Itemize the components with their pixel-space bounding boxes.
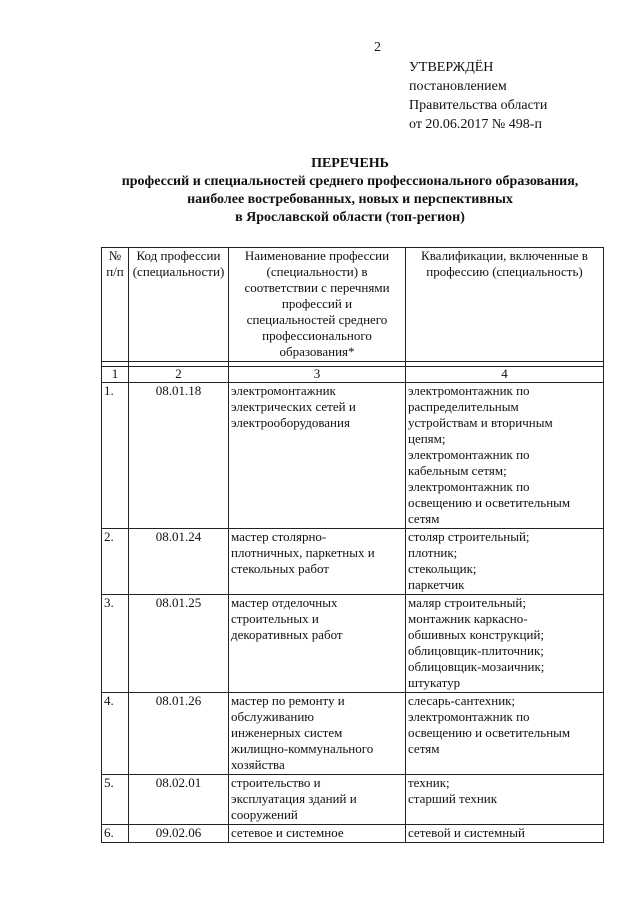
column-number: 2 xyxy=(129,367,229,383)
approval-line-4: от 20.06.2017 № 498-п xyxy=(409,117,542,132)
row-num: 3. xyxy=(102,595,129,693)
page-number: 2 xyxy=(374,40,381,55)
row-num: 2. xyxy=(102,529,129,595)
header-quals: Квалификации, включенные в профессию (специальность) xyxy=(406,248,604,362)
row-name: мастер отделочных строительных и декоративных работ xyxy=(229,595,406,693)
table-header-row xyxy=(102,248,604,362)
row-name: мастер столярно- плотничных, паркетных и стекольных работ xyxy=(229,529,406,595)
row-quals: слесарь-сантехник; электромонтажник по освещению и осветительным сетям xyxy=(406,693,604,775)
table-row xyxy=(102,595,604,693)
row-code: 08.01.18 xyxy=(129,383,229,529)
row-num: 1. xyxy=(102,383,129,529)
table-row xyxy=(102,775,604,825)
header-name: Наименование профессии (специальности) в соответствии с перечнями профессий и специальностей среднего профессионального образования* xyxy=(229,248,406,362)
column-number: 4 xyxy=(406,367,604,383)
title-line-4: в Ярославской области (топ-регион) xyxy=(235,210,465,225)
approval-line-2: постановлением xyxy=(409,79,507,94)
row-name: сетевое и системное xyxy=(229,825,406,843)
row-code: 08.01.24 xyxy=(129,529,229,595)
row-num: 6. xyxy=(102,825,129,843)
row-quals: маляр строительный; монтажник каркасно- обшивных конструкций; облицовщик-плиточник; облицовщик-мозаичник; штукатур xyxy=(406,595,604,693)
row-name: электромонтажник электрических сетей и электрооборудования xyxy=(229,383,406,529)
row-name: строительство и эксплуатация зданий и сооружений xyxy=(229,775,406,825)
row-code: 09.02.06 xyxy=(129,825,229,843)
approval-line-1: УТВЕРЖДЁН xyxy=(409,60,494,75)
column-number: 1 xyxy=(102,367,129,383)
professions-table xyxy=(101,247,604,843)
row-quals: сетевой и системный xyxy=(406,825,604,843)
row-code: 08.01.25 xyxy=(129,595,229,693)
approval-line-3: Правительства области xyxy=(409,98,548,113)
title-line-3: наиболее востребованных, новых и перспективных xyxy=(187,192,513,207)
table-row xyxy=(102,693,604,775)
row-num: 4. xyxy=(102,693,129,775)
row-quals: электромонтажник по распределительным устройствам и вторичным цепям; электромонтажник по кабельным сетям; электромонтажник по освещению и осветительным сетям xyxy=(406,383,604,529)
row-code: 08.01.26 xyxy=(129,693,229,775)
column-number: 3 xyxy=(229,367,406,383)
row-quals: техник; старший техник xyxy=(406,775,604,825)
row-num: 5. xyxy=(102,775,129,825)
table-row xyxy=(102,383,604,529)
title-heading: ПЕРЕЧЕНЬ xyxy=(311,156,389,171)
approval-stamp xyxy=(409,58,547,134)
row-name: мастер по ремонту и обслуживанию инженерных систем жилищно-коммунального хозяйства xyxy=(229,693,406,775)
table-row xyxy=(102,825,604,843)
row-quals: столяр строительный; плотник; стекольщик; паркетчик xyxy=(406,529,604,595)
title-line-2: профессий и специальностей среднего профессионального образования, xyxy=(121,174,579,189)
table-row xyxy=(102,529,604,595)
header-code: Код профессии (специальности) xyxy=(129,248,229,362)
column-number-row xyxy=(102,367,604,383)
row-code: 08.02.01 xyxy=(129,775,229,825)
document-title xyxy=(90,155,610,227)
header-num: № п/п xyxy=(102,248,129,362)
